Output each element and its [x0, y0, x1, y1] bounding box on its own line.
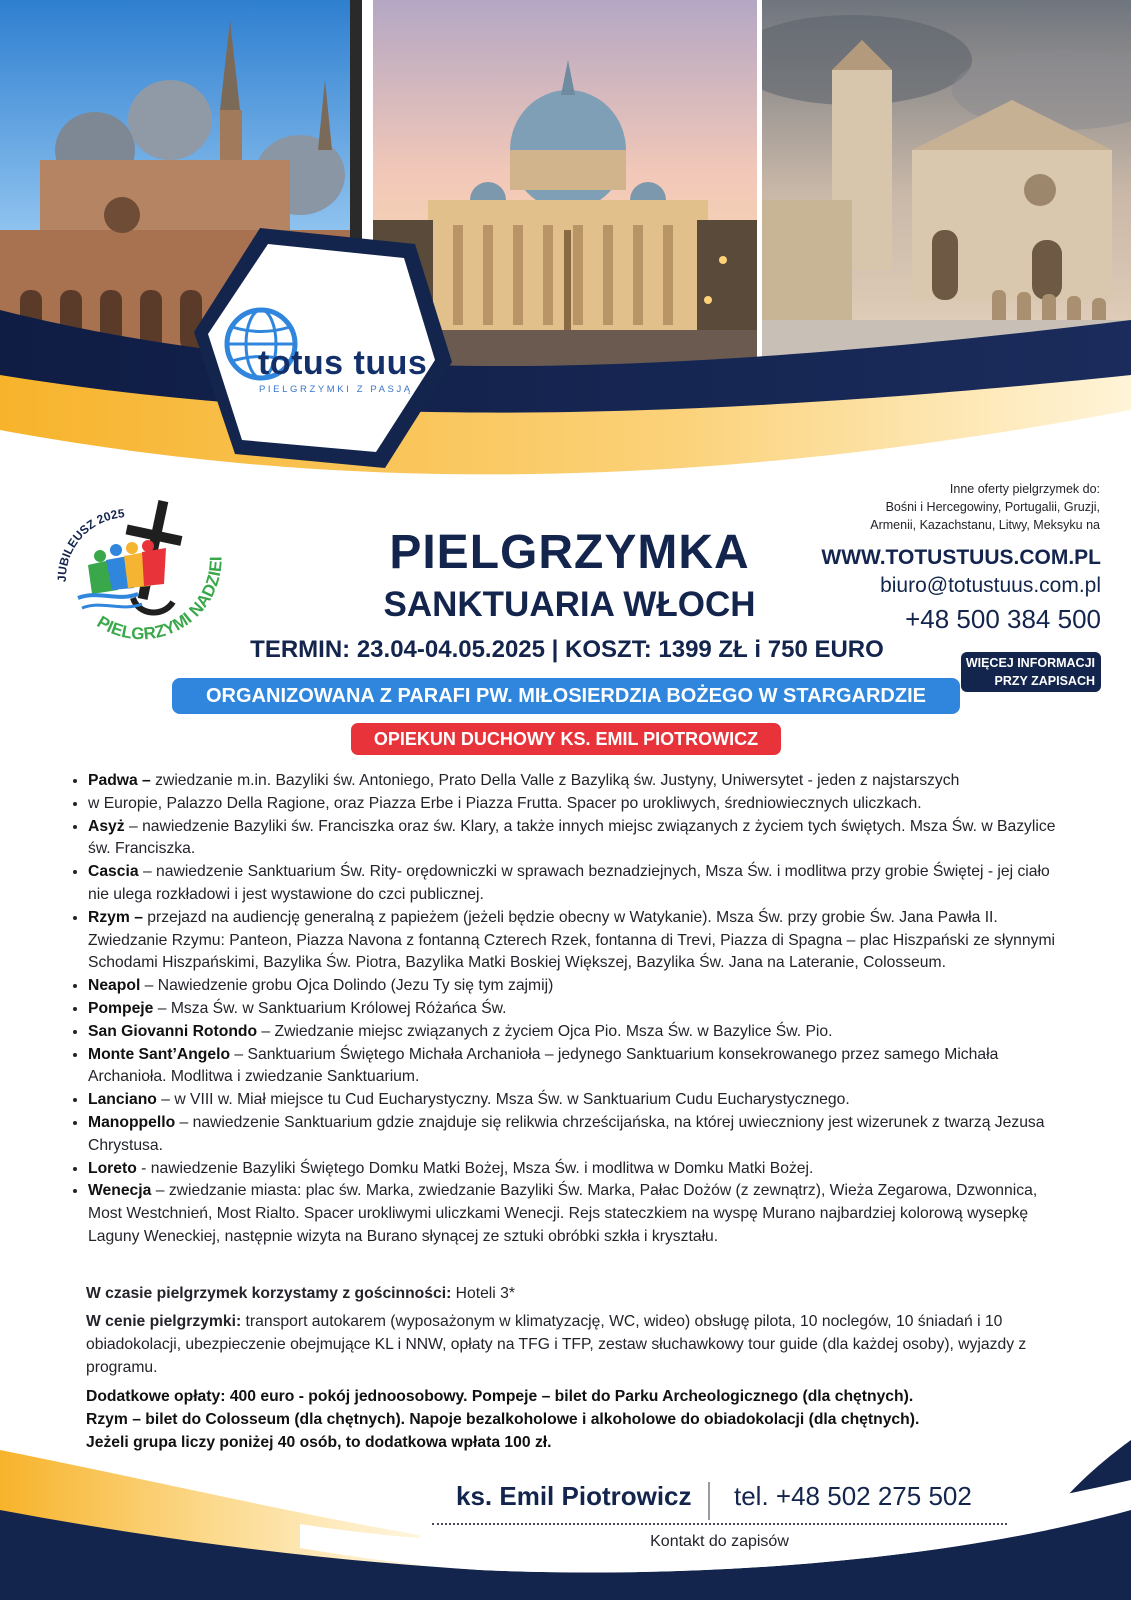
itinerary-text: – Msza Św. w Sanktuarium Królowej Różańca Św.: [153, 999, 507, 1017]
itinerary-place: Manoppello: [88, 1113, 176, 1131]
itinerary-place: Monte Sant’Angelo: [88, 1045, 231, 1063]
itinerary-item: [88, 907, 1070, 975]
itinerary-item: [88, 861, 1070, 907]
date-and-price: TERMIN: 23.04-04.05.2025 | KOSZT: 1399 ZŁ i 750 EURO: [250, 636, 884, 663]
office-phone[interactable]: +48 500 384 500: [905, 604, 1101, 634]
itinerary-item: [88, 1044, 1070, 1090]
organizer-banner: ORGANIZOWANA Z PARAFI PW. MIŁOSIERDZIA BOŻEGO W STARGARDZIE: [172, 678, 960, 714]
price-value: transport autokarem (wyposażonym w klimatyzację, WC, wideo) obsługę pilota, 10 noclegów, 10 śniadań i 10 obiadokolacji, ubezpieczenie obejmujące KL i NNW, opłaty na TFG i TFP, zestaw słuchawkowy tour guide (dla każdej osoby), wyjazdy z programu.: [86, 1313, 1027, 1376]
hotel-value: Hoteli 3*: [451, 1285, 515, 1302]
itinerary-item: [88, 975, 1070, 998]
itinerary-text: - nawiedzenie Bazyliki Świętego Domku Matki Bożej, Msza Św. i modlitwa w Domku Matki Bożej.: [136, 1159, 814, 1177]
offers-line: Inne oferty pielgrzymek do:: [949, 482, 1100, 496]
itinerary-item: [88, 1112, 1070, 1158]
more-info-badge: [961, 652, 1101, 692]
itinerary-text: – Nawiedzenie grobu Ojca Dolindo (Jezu Ty się tym zajmij): [140, 977, 554, 995]
contact-divider: [708, 1482, 710, 1520]
offers-line: Bośni i Hercegowiny, Portugalii, Gruzji,: [885, 500, 1100, 514]
other-offers: [800, 480, 1100, 534]
itinerary-item: [88, 1158, 1070, 1181]
itinerary-place: Lanciano: [88, 1091, 157, 1109]
page-subtitle: SANKTUARIA WŁOCH: [383, 585, 756, 624]
itinerary-item: [88, 793, 1070, 816]
email-link[interactable]: biuro@totustuus.com.pl: [880, 574, 1101, 597]
itinerary-text: – Sanktuarium Świętego Michała Archanioła – jedynego Sanktuarium konsekrowanego przez samego Michała Archanioła. Modlitwa i zwiedzanie Sanktuarium.: [88, 1045, 999, 1086]
itinerary-item: [88, 998, 1070, 1021]
more-info-line: PRZY ZAPISACH: [994, 674, 1095, 688]
itinerary-item: [88, 1021, 1070, 1044]
itinerary-place: Neapol: [88, 977, 141, 995]
brand-tagline: PIELGRZYMKI Z PASJĄ: [259, 384, 413, 395]
dotted-separator: [432, 1523, 1007, 1525]
itinerary-place: Pompeje: [88, 999, 154, 1017]
extra-fee-line: Jeżeli grupa liczy poniżej 40 osób, to dodatkowa wpłata 100 zł.: [86, 1433, 552, 1451]
itinerary-text: w Europie, Palazzo Della Ragione, oraz Piazza Erbe i Piazza Frutta. Spacer po urokliwych, średniowiecznych uliczkach.: [88, 794, 922, 812]
itinerary-text: – w VIII w. Miał miejsce tu Cud Eucharystyczny. Msza Św. w Sanktuarium Cudu Eucharystycznego.: [156, 1091, 850, 1109]
itinerary-text: – Zwiedzanie miejsc związanych z życiem Ojca Pio. Msza Św. w Bazylice Św. Pio.: [257, 1022, 833, 1040]
hotel-info: [86, 1283, 1046, 1306]
itinerary-text: – nawiedzenie Sanktuarium Św. Rity- orędowniczki w sprawach beznadziejnych, Msza Św. i modlitwa przy grobie Świętej - jej ciało nie ulega rozkładowi i jest wystawione do czci publicznej.: [88, 863, 1050, 903]
itinerary-item: [88, 1180, 1070, 1248]
itinerary-text: zwiedzanie m.in. Bazyliki św. Antoniego, Prato Della Valle z Bazyliką św. Justyny, Uniwersytet - jeden z najstarszych: [150, 772, 960, 789]
brand-name: totus tuus: [258, 344, 428, 382]
itinerary-place: San Giovanni Rotondo: [88, 1022, 258, 1040]
price-includes: [86, 1311, 1046, 1379]
itinerary-place: Loreto: [88, 1159, 137, 1177]
extra-fee-line: Rzym – bilet do Colosseum (dla chętnych). Napoje bezalkoholowe i alkoholowe do obiadokolacji (dla chętnych).: [86, 1410, 920, 1428]
itinerary-list: [60, 770, 1070, 1249]
itinerary-place: Asyż: [88, 817, 125, 835]
extra-fee-line: Dodatkowe opłaty: 400 euro - pokój jednoosobowy. Pompeje – bilet do Parku Archeologicznego (dla chętnych).: [86, 1388, 914, 1405]
page-title: PIELGRZYMKA: [389, 526, 750, 579]
contact-caption: Kontakt do zapisów: [650, 1533, 789, 1550]
footer-wave: [0, 1440, 1131, 1600]
jubilee-bottom-text: PIELGRZYMI NADZIEI: [93, 556, 226, 644]
guardian-banner: OPIEKUN DUCHOWY KS. EMIL PIOTROWICZ: [351, 723, 781, 755]
website-link[interactable]: WWW.TOTUSTUUS.COM.PL: [821, 546, 1101, 569]
itinerary-text: przejazd na audiencję generalną z papieżem (jeżeli będzie obecny w Watykanie). Msza Św. przy grobie Św. Jana Pawła II. Zwiedzanie Rzymu: Panteon, Piazza Navona z fontanną Czterech Rzek, fontanna di Trevi, Piazza di Spagna – plac Hiszpański ze słynnymi Schodami Hiszpańskimi, Bazylika Św. Piotra, Bazylika Matki Boskiej Większej, Bazylika Św. Jana na Lateranie, Colosseum.: [88, 908, 1056, 972]
offers-line: Armenii, Kazachstanu, Litwy, Meksyku na: [870, 518, 1100, 532]
itinerary-place: Wenecja: [88, 1182, 152, 1200]
itinerary-place: Rzym –: [88, 908, 143, 926]
itinerary-item: [88, 816, 1070, 862]
jubilee-logo: [38, 490, 238, 675]
itinerary-item: [88, 1089, 1070, 1112]
itinerary-place: Cascia: [88, 863, 139, 881]
itinerary-text: – nawiedzenie Bazyliki św. Franciszka oraz św. Klary, a także innych miejsc związanych z życiem tych świętych. Msza Św. w Bazylice św. Franciszka.: [88, 817, 1056, 858]
itinerary-text: – nawiedzenie Sanktuarium gdzie znajduje się relikwia chrześcijańska, na której uwieczniony jest wizerunek z twarzą Jezusa Chrystusa.: [88, 1113, 1045, 1154]
itinerary-item: [88, 770, 1070, 793]
price-label: W cenie pielgrzymki:: [86, 1313, 242, 1330]
contact-name: ks. Emil Piotrowicz: [456, 1481, 692, 1511]
jubilee-top-text: JUBILEUSZ 2025: [54, 506, 126, 583]
more-info-line: WIĘCEJ INFORMACJI: [965, 656, 1095, 670]
contact-phone[interactable]: tel. +48 502 275 502: [734, 1481, 972, 1511]
hotel-label: W czasie pielgrzymek korzystamy z gościnności:: [86, 1285, 452, 1302]
itinerary-place: Padwa –: [88, 772, 151, 789]
itinerary-text: – zwiedzanie miasta: plac św. Marka, zwiedzanie Bazyliki Św. Marka, Pałac Dożów (z zewnątrz), Wieża Zegarowa, Dzwonnica, Most Westchnień, Most Rialto. Spacer urokliwymi uliczkami Wenecji. Rejs stateczkiem na wyspę Murano najbardziej kolorową wysepkę Laguny Weneckiej, następnie wizyta na Burano słynącej ze sztuki obróbki szkła i kryształu.: [88, 1182, 1038, 1245]
